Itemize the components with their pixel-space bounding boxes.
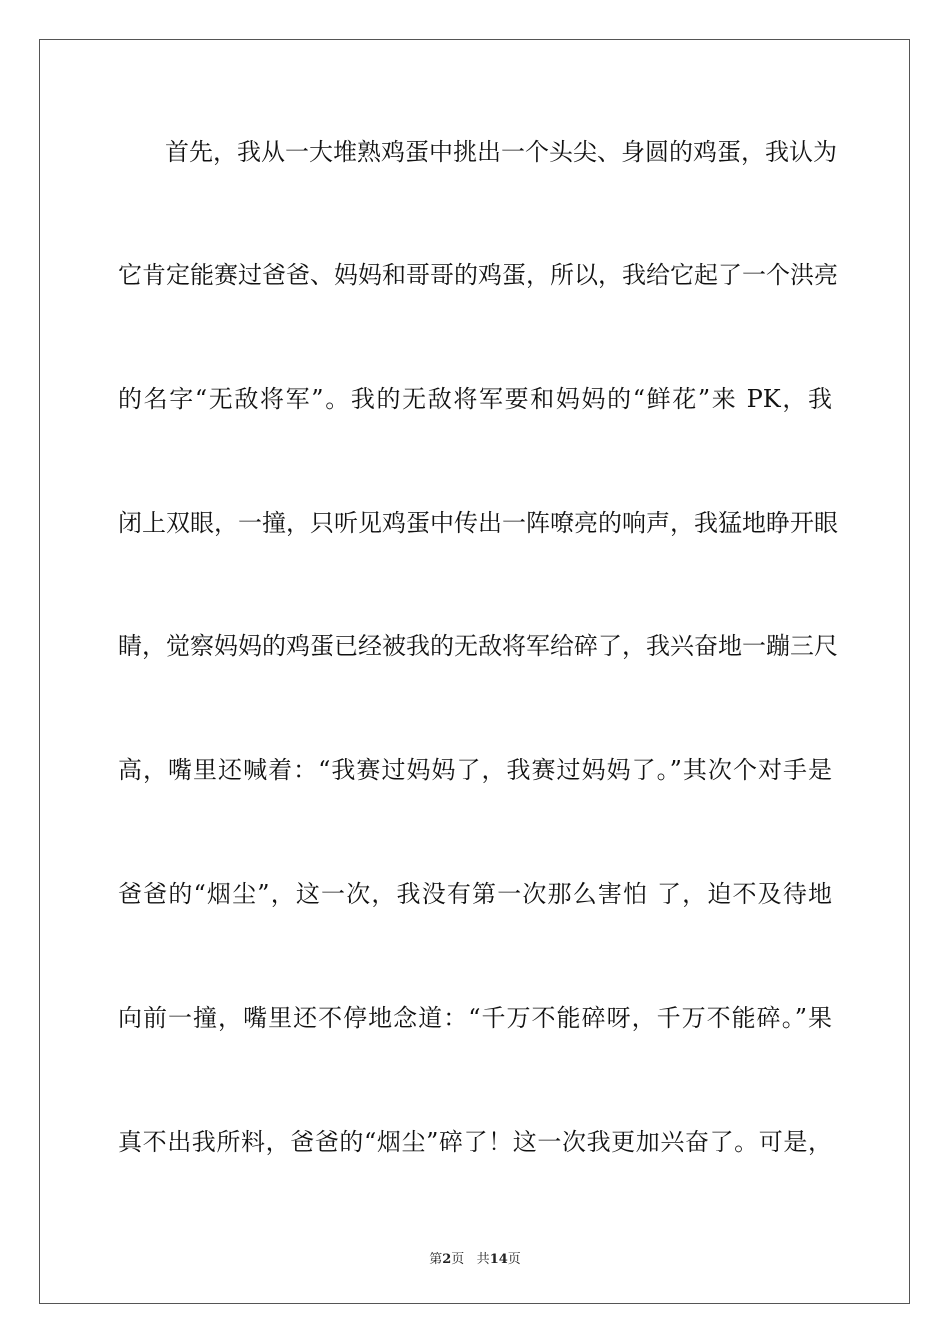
text-line-8: 向前一撞，嘴里还不停地念道：“千万不能碎呀，千万不能碎。”果 <box>118 1004 832 1032</box>
page-suffix: 页 <box>451 1252 465 1267</box>
page-border <box>39 39 910 1304</box>
text-line-4: 闭上双眼，一撞，只听见鸡蛋中传出一阵嘹亮的响声，我猛地睁开眼 <box>118 509 838 537</box>
text-line-9: 真不出我所料，爸爸的“烟尘”碎了！这一次我更加兴奋了。可是， <box>118 1128 832 1156</box>
total-pages: 14 <box>489 1252 508 1267</box>
page-number: 2 <box>442 1252 452 1267</box>
text-line-2: 它肯定能赛过爸爸、妈妈和哥哥的鸡蛋，所以，我给它起了一个洪亮 <box>118 261 838 289</box>
text-line-6: 高，嘴里还喊着：“我赛过妈妈了，我赛过妈妈了。”其次个对手是 <box>118 756 832 784</box>
page-footer <box>0 1248 950 1267</box>
text-line-7: 爸爸的“烟尘”，这一次，我没有第一次那么害怕 了，迫不及待地 <box>118 880 832 908</box>
total-prefix: 共 <box>476 1252 490 1267</box>
total-suffix: 页 <box>507 1252 521 1267</box>
text-line-1: 首先，我从一大堆熟鸡蛋中挑出一个头尖、身圆的鸡蛋，我认为 <box>165 138 837 166</box>
text-line-5: 睛，觉察妈妈的鸡蛋已经被我的无敌将军给碎了，我兴奋地一蹦三尺 <box>118 632 838 660</box>
text-line-3: 的名字“无敌将军”。我的无敌将军要和妈妈的“鲜花”来 PK，我 <box>118 385 832 413</box>
page-prefix: 第 <box>429 1252 443 1267</box>
